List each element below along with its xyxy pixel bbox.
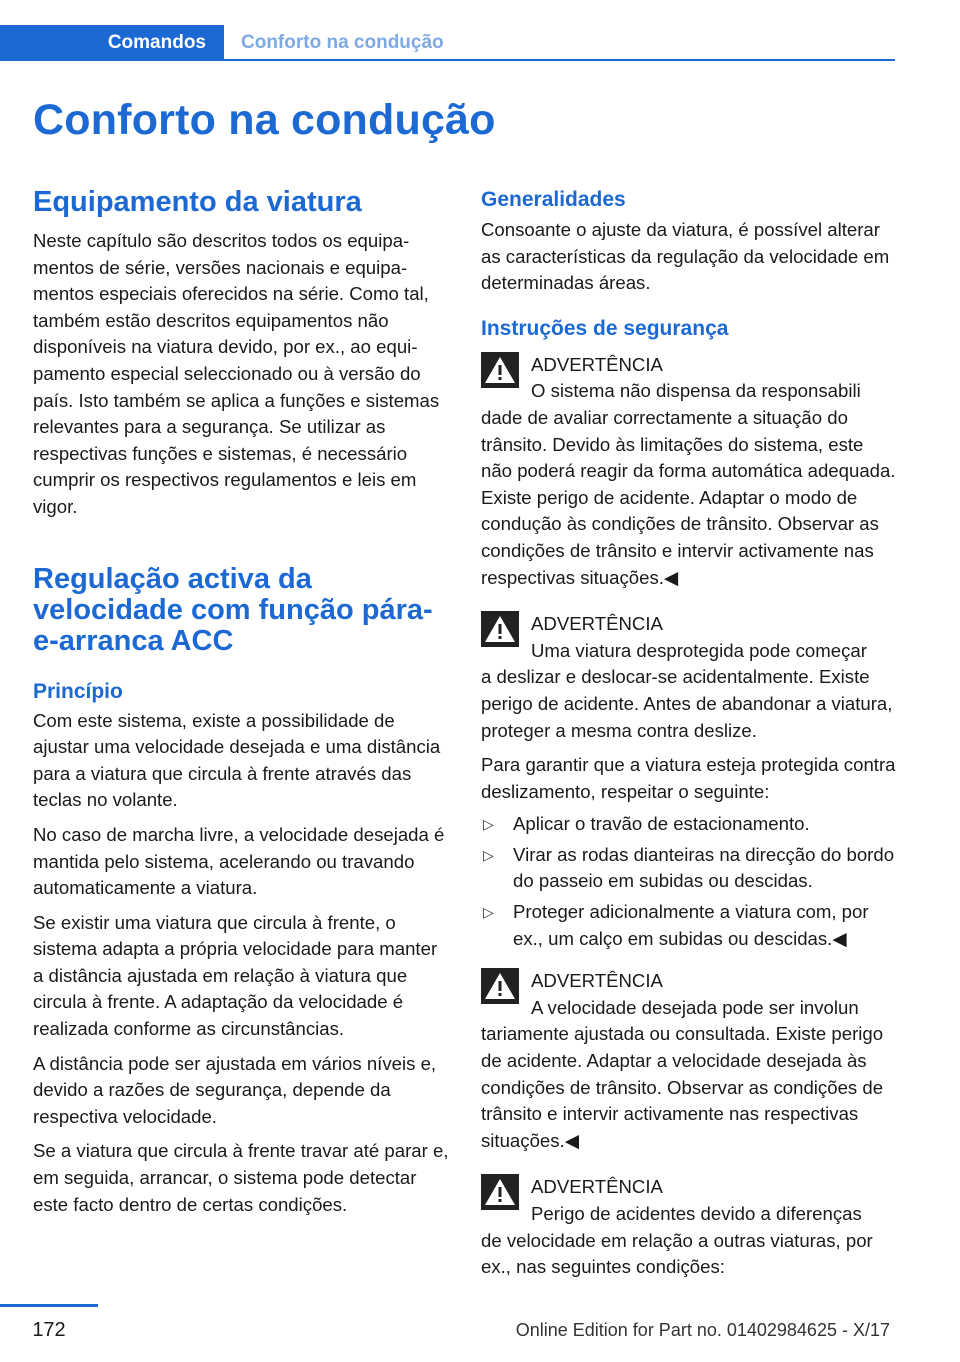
warning-icon	[481, 611, 519, 647]
principle-p2: No caso de marcha livre, a velocidade desejada é mantida pelo sistema, acelerando ou travando automaticamente a viatura.	[33, 823, 445, 899]
warning-block	[481, 968, 896, 1154]
bullet-marker-icon: ▷	[483, 816, 494, 833]
warning-text: A velocidade desejada pode ser involun	[531, 996, 859, 1018]
bullet-list	[481, 811, 896, 952]
general-title: Generalidades	[481, 188, 626, 211]
general-text: Consoante o ajuste da viatura, é possível alterar as características da regulação da velocidade em determinadas áreas.	[481, 219, 890, 294]
warning-block	[481, 1174, 896, 1280]
warning-text: O sistema não dispensa da responsabili	[531, 380, 861, 402]
page-number: 172	[32, 1319, 66, 1341]
warning-title: ADVERTÊNCIA	[531, 613, 663, 635]
bullet-marker-icon: ▷	[483, 904, 494, 921]
warning-title: ADVERTÊNCIA	[531, 1176, 663, 1198]
header-bar	[0, 25, 895, 61]
warning-text: Perigo de acidentes devido a diferenças	[531, 1203, 862, 1224]
section-title-equipamento: Equipamento da viatura	[33, 186, 362, 218]
equipamento-text: Neste capítulo são descritos todos os equipamentos de série, versões nacionais e equipamentos especiais oferecidos na série. Como tal, também estão descritos equipamentos não disponíveis na viatura devido, por ex., ao equipamento especial seleccionado ou à versão do país. Isto também se aplica a funções e sistemas relevantes para a segurança. Se utilizar as respectivas funções e sistemas, é necessário cumprir os respectivos regulamentos e leis em vigor.	[33, 230, 440, 517]
safety-title: Instruções de segurança	[481, 316, 729, 340]
warning-block	[481, 352, 896, 591]
principle-p5: Se a viatura que circula à frente travar até parar e, em seguida, arrancar, o sistema pode detectar este facto dentro de certas condições.	[33, 1140, 449, 1215]
section-title-acc: Regulação activa da velocidade com função pára-e-arranca ACC	[33, 562, 433, 657]
left-column	[33, 186, 449, 1218]
edition-text: Online Edition for Part no. 01402984625 - X/17	[515, 1320, 890, 1340]
warning-text-cont: de velocidade em relação a outras viaturas, por ex., nas seguintes condições:	[481, 1229, 873, 1278]
bullet-marker-icon: ▷	[483, 846, 494, 863]
warning-icon	[481, 968, 519, 1004]
warning-title: ADVERTÊNCIA	[531, 970, 663, 992]
list-item: ▷ Proteger adicionalmente a viatura com, por ex., um calço em subidas ou descidas.◀	[483, 901, 869, 949]
principle-p4: A distância pode ser ajustada em vários níveis e, devido a razões de segurança, depende da respectiva velocidade.	[33, 1052, 437, 1127]
warning-block	[481, 611, 896, 744]
right-column	[481, 186, 896, 1281]
principle-p3: Se existir uma viatura que circula à frente, o sistema adapta a própria velocidade para manter a distância ajustada em relação à viatura que circula à frente. A adaptação da velocidade é realizada conforme as circunstâncias.	[33, 911, 438, 1040]
warning-text-cont: dade de avaliar correctamente a situação do trânsito. Devido às limitações do sistema, este não poderá reagir da forma automática adequada. Existe perigo de acidente. Adaptar o modo de condução às condições de trânsito. Observar as condições de trânsito e intervir activamente nas respectivas situações.◀	[481, 406, 896, 588]
tab-conforto[interactable]: Conforto na condução	[241, 32, 444, 53]
header-divider	[224, 59, 895, 61]
page-title: Conforto na condução	[33, 96, 496, 144]
tab-comandos[interactable]: Comandos	[0, 25, 224, 61]
warning-title: ADVERTÊNCIA	[531, 353, 663, 375]
list-item: ▷ Aplicar o travão de estacionamento.	[481, 811, 896, 838]
warning-text-cont: tariamente ajustada ou consultada. Existe perigo de acidente. Adaptar a velocidade desejada às condições de trânsito. Observar as condições de trânsito e intervir activamente nas respectivas situações.◀	[481, 1023, 884, 1151]
warning-icon	[481, 352, 519, 388]
footer-divider	[0, 1304, 98, 1307]
protect-text: Para garantir que a viatura esteja protegida contra deslizamento, respeitar o seguinte:	[481, 754, 896, 802]
warning-text: Uma viatura desprotegida pode começar	[531, 639, 867, 661]
warning-icon	[481, 1174, 519, 1210]
principle-p1: Com este sistema, existe a possibilidade de ajustar uma velocidade desejada e uma distância para a viatura que circula à frente através das teclas no volante.	[33, 709, 441, 811]
list-item: ▷ Virar as rodas dianteiras na direcção do bordo do passeio em subidas ou descidas.	[483, 843, 895, 892]
warning-text-cont: a deslizar e deslocar-se acidentalmente. Existe perigo de acidente. Antes de abandonar a viatura, proteger a mesma contra deslize.	[481, 666, 893, 741]
principle-title: Princípio	[33, 679, 123, 703]
